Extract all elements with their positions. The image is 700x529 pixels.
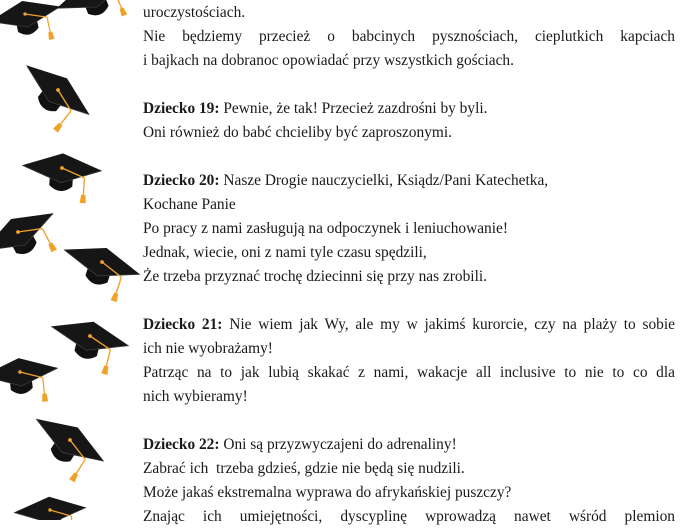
graduation-cap-icon xyxy=(0,200,69,280)
text-line: Nie będziemy przecież o babcinych pysznościach, cieplutkich kapciach xyxy=(143,28,675,45)
text-line: ich nie wyobrażamy! xyxy=(143,340,273,357)
text-line: Kochane Panie xyxy=(143,196,236,213)
text-line: Nie wiem jak Wy, ale my w jakimś kurorcie, czy na plaży to sobie xyxy=(229,316,675,333)
text-line: Jednak, wiecie, oni z nami tyle czasu spędzili, xyxy=(143,244,427,261)
graduation-cap-icon xyxy=(13,494,88,520)
speaker-label: Dziecko 20: xyxy=(143,172,220,189)
graduation-cap-icon xyxy=(0,0,67,51)
graduation-cap-icon xyxy=(18,406,111,489)
poem-text xyxy=(143,0,675,529)
text-line: Zabrać ich trzeba gdzieś, gdzie nie będą się nudzili. xyxy=(143,460,465,477)
stanza-child-21 xyxy=(143,313,675,409)
speaker-label: Dziecko 21: xyxy=(143,316,223,333)
text-line: Nasze Drogie nauczycielki, Ksiądz/Pani Katechetka, xyxy=(223,172,549,189)
graduation-cap-icon xyxy=(0,354,61,408)
stanza-child-22 xyxy=(143,433,675,529)
graduation-cap-icon xyxy=(6,54,99,141)
text-line: Oni również do babć chcieliby być zaproszonymi. xyxy=(143,124,452,141)
text-line: Pewnie, że tak! Przecież zazdrośni by byli. xyxy=(223,100,488,117)
stanza-child-20 xyxy=(143,169,675,289)
text-line: Że trzeba przyznać trochę dziecinni się przy nas zrobili. xyxy=(143,268,487,285)
graduation-cap-icon xyxy=(54,236,145,307)
text-line: nich wybieramy! xyxy=(143,388,248,405)
text-line: Może jakaś ekstremalna wyprawa do afrykańskiej puszczy? xyxy=(143,484,512,501)
speaker-label: Dziecko 19: xyxy=(143,100,220,117)
text-line: Patrząc na to jak lubią skakać z nami, wakacje all inclusive to nie to co dla xyxy=(143,364,675,381)
text-line: Oni są przyzwyczajeni do adrenaliny! xyxy=(223,436,457,453)
stanza-child-19 xyxy=(143,97,675,145)
text-line: Po pracy z nami zasługują na odpoczynek i leniuchowanie! xyxy=(143,220,508,237)
text-line: Znając ich umiejętności, dyscyplinę wprowadzą nawet wśród plemion xyxy=(143,508,675,525)
graduation-cap-icon xyxy=(20,151,103,205)
graduation-caps-decoration xyxy=(0,0,160,520)
graduation-cap-icon xyxy=(52,0,140,38)
text-line: i bajkach na dobranoc opowiadać przy wszystkich gościach. xyxy=(143,52,514,69)
text-line: uroczystościach. xyxy=(143,4,246,21)
speaker-label: Dziecko 22: xyxy=(143,436,220,453)
